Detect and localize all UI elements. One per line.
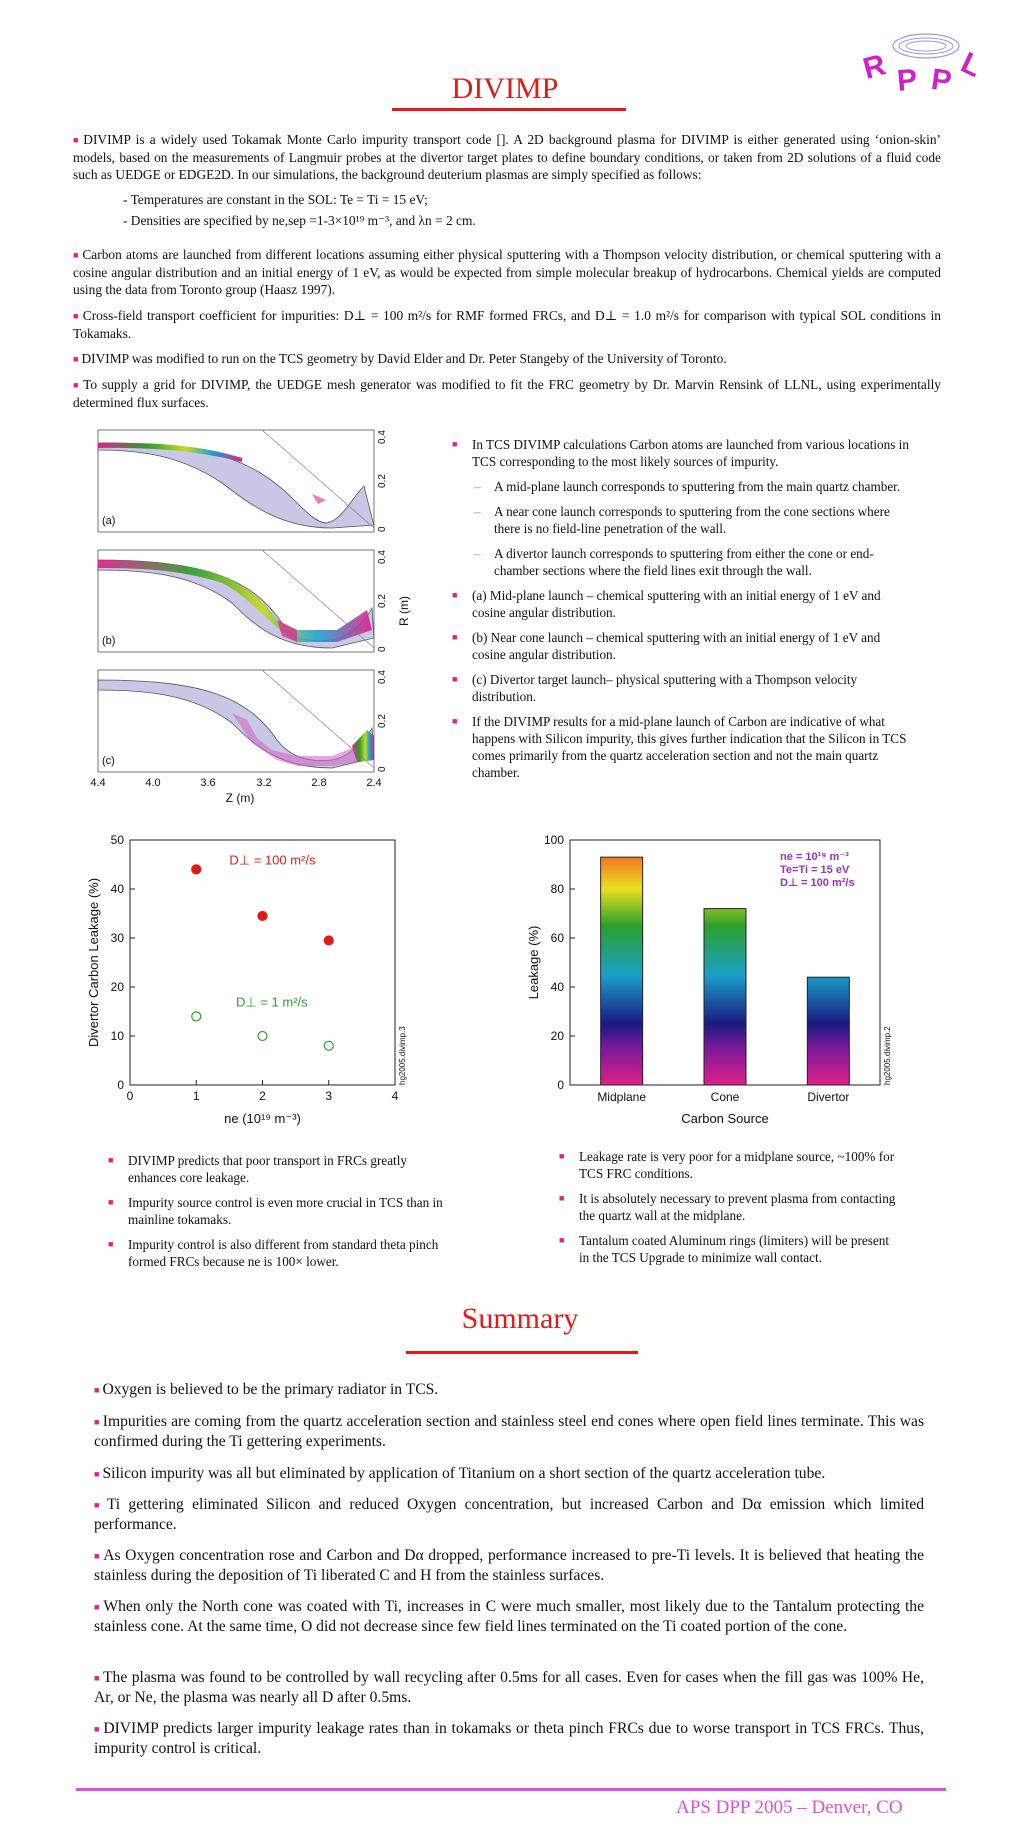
- launch-item: ■ (c) Divertor target launch– physical sputtering with a Thompson velocity distribution.: [452, 672, 858, 704]
- bar: [807, 977, 849, 1085]
- bullet-icon: ■: [73, 380, 81, 390]
- leakage-by-source-chart: [520, 830, 900, 1140]
- paragraph-crossfield: [73, 307, 941, 342]
- x-tick: 2.4: [366, 777, 382, 789]
- x-tick-label: 2: [259, 1089, 266, 1103]
- category-label: Midplane: [597, 1090, 647, 1104]
- y-tick-label: 30: [110, 931, 124, 945]
- section-title-summary: Summary: [461, 1302, 579, 1335]
- data-point: [258, 1032, 267, 1041]
- list-text: In TCS DIVIMP calculations Carbon atoms are launched from various locations in TCS corresponding to the most likely sources of impurity.: [472, 437, 909, 469]
- sub-item-temperature: - Temperatures are constant in the SOL: Te = Ti = 15 eV;: [123, 192, 428, 207]
- list-text: (b) Near cone launch – chemical sputtering with an initial energy of 1 eV and cosine angular distribution.: [472, 630, 881, 662]
- footer-rule: [76, 1788, 946, 1791]
- paragraph-text: Carbon atoms are launched from different locations assuming either physical sputtering with a Thompson velocity distribution, or chemical sputtering with a cosine angular distribution and an initial energy of 1 eV, as would be expected from simple molecular breakup of hydrocarbons. Chemical yields are computed using the data from Toronto group (Haasz 1997).: [73, 247, 941, 297]
- launch-item: ■ (b) Near cone launch – chemical sputtering with an initial energy of 1 eV and cosine angular distribution.: [452, 630, 881, 662]
- y-tick-label: 20: [550, 1029, 564, 1043]
- annotation-line: Te=Ti = 15 eV: [780, 864, 850, 876]
- footer-text: APS DPP 2005 – Denver, CO: [676, 1797, 903, 1818]
- paragraph-grid: [73, 376, 941, 411]
- list-text: If the DIVIMP results for a mid-plane launch of Carbon are indicative of what happens with Silicon impurity, this gives further indication that the Silicon in TCS comes primarily from the quartz acceleration section and not the main quartz chamber.: [472, 714, 907, 780]
- y-tick-label: 10: [110, 1029, 124, 1043]
- list-text: Impurity control is also different from standard theta pinch formed FRCs because ne is 100× lower.: [128, 1237, 439, 1269]
- bullet-icon: ■: [73, 354, 79, 364]
- list-item: ■ Impurity source control is even more crucial in TCS than in mainline tokamaks.: [108, 1195, 443, 1227]
- data-point: [324, 936, 333, 945]
- x-tick: 4.0: [145, 777, 161, 789]
- panel-label-b: (b): [102, 635, 116, 647]
- list-text: Leakage rate is very poor for a midplane source, ~100% for TCS FRC conditions.: [579, 1149, 895, 1181]
- list-item: ■ Tantalum coated Aluminum rings (limiters) will be present in the TCS Upgrade to minimize wall contact.: [559, 1233, 890, 1265]
- y-tick: 0.2: [377, 714, 388, 728]
- panel-a: [98, 430, 374, 532]
- y-axis-label: R (m): [397, 596, 411, 626]
- panel-label-c: (c): [102, 755, 115, 767]
- launch-dash-item: – A mid-plane launch corresponds to sputtering from the main quartz chamber.: [474, 479, 901, 494]
- x-tick: 3.6: [200, 777, 216, 789]
- summary-item: ■ DIVIMP predicts larger impurity leakage rates than in tokamaks or theta pinch FRCs due to worse transport in TCS FRCs. Thus, impurity control is critical.: [94, 1720, 924, 1757]
- chart-id-label: hg2005.divimp.2: [883, 1026, 892, 1085]
- list-text: A divertor launch corresponds to sputtering from either the cone or end-chamber sections where the field lines exit through the wall.: [494, 546, 874, 578]
- summary-text: The plasma was found to be controlled by wall recycling after 0.5ms for all cases. Even for cases when the fill gas was 100% He, Ar, or Ne, the plasma was nearly all D after 0.5ms.: [94, 1669, 924, 1706]
- bar: [704, 909, 746, 1085]
- x-tick: 4.4: [90, 777, 106, 789]
- data-point: [192, 1012, 201, 1021]
- y-tick: 0: [377, 646, 388, 652]
- x-axis-label: ne (10¹⁹ m⁻³): [224, 1111, 301, 1126]
- list-text: DIVIMP predicts that poor transport in FRCs greatly enhances core leakage.: [128, 1153, 407, 1185]
- svg-text:R: R: [859, 48, 890, 86]
- right-bullets: [557, 1148, 902, 1274]
- y-tick: 0: [377, 766, 388, 772]
- data-point: [192, 865, 201, 874]
- bullet-icon: ■: [73, 250, 80, 260]
- summary-item: ■ When only the North cone was coated with Ti, increases in C were much smaller, most likely due to the Tantalum protecting the stainless cone. At the same time, O did not decrease since few field lines terminated on the Ti coated portion of the cone.: [94, 1598, 925, 1635]
- left-bullets: [106, 1152, 456, 1278]
- svg-text:P: P: [895, 63, 919, 98]
- y-tick-label: 50: [110, 833, 124, 847]
- title-underline: [392, 108, 626, 111]
- x-axis-label: Z (m): [225, 791, 255, 805]
- panel-c: [98, 670, 374, 772]
- section-title-divimp: DIVIMP: [451, 72, 559, 105]
- divimp-grid-figure: [82, 428, 422, 808]
- summary-item: ■ The plasma was found to be controlled by wall recycling after 0.5ms for all cases. Even for cases when the fill gas was 100% He, Ar, or Ne, the plasma was nearly all D after 0.5ms.: [94, 1669, 924, 1706]
- y-tick: 0.4: [377, 430, 388, 444]
- y-axis-label: Divertor Carbon Leakage (%): [86, 877, 101, 1048]
- y-tick-label: 40: [110, 882, 124, 896]
- list-text: (a) Mid-plane launch – chemical sputtering with an initial energy of 1 eV and cosine angular distribution.: [472, 588, 881, 620]
- y-tick: 0.2: [377, 594, 388, 608]
- bar: [601, 857, 643, 1085]
- annotation-line: ne = 10¹⁹ m⁻³: [780, 851, 849, 863]
- list-text: Tantalum coated Aluminum rings (limiters) will be present in the TCS Upgrade to minimize wall contact.: [579, 1233, 890, 1265]
- paragraph-text: DIVIMP is a widely used Tokamak Monte Carlo impurity transport code []. A 2D background plasma for DIVIMP is either generated using ‘onion-skin’ models, based on the measurements of Langmuir probes at the divertor target plates to define boundary conditions, or taken from 2D solutions of a fluid code such as UEDGE or EDGE2D. In our simulations, the background deuterium plasmas are simply specified as follows:: [73, 132, 941, 182]
- y-tick-label: 0: [117, 1078, 124, 1092]
- y-tick-label: 0: [557, 1078, 564, 1092]
- bullet-icon: ■: [73, 135, 81, 145]
- y-tick-label: 40: [550, 980, 564, 994]
- y-tick: 0.2: [377, 474, 388, 488]
- launch-intro: ■ In TCS DIVIMP calculations Carbon atoms are launched from various locations in TCS corresponding to the most likely sources of impurity.: [452, 437, 909, 469]
- launch-dash-item: – A near cone launch corresponds to sputtering from the cone sections where there is no field-line penetration of the wall.: [474, 504, 890, 536]
- data-point: [324, 1041, 333, 1050]
- launch-item: ■ If the DIVIMP results for a mid-plane launch of Carbon are indicative of what happens with Silicon impurity, this gives further indication that the Silicon in TCS comes primarily from the quartz acceleration section and not the main quartz chamber.: [452, 714, 907, 780]
- summary-underline: [406, 1351, 638, 1354]
- list-text: A mid-plane launch corresponds to sputtering from the main quartz chamber.: [494, 479, 901, 494]
- data-point: [258, 911, 267, 920]
- list-item: ■ Impurity control is also different from standard theta pinch formed FRCs because ne is 100× lower.: [108, 1237, 439, 1269]
- summary-text: Oxygen is believed to be the primary radiator in TCS.: [102, 1381, 439, 1398]
- paragraph-text: To supply a grid for DIVIMP, the UEDGE mesh generator was modified to fit the FRC geometry by Dr. Marvin Rensink of LLNL, using experimentally determined flux surfaces.: [73, 377, 941, 410]
- svg-text:P: P: [929, 62, 954, 99]
- summary-item: ■ Silicon impurity was all but eliminated by application of Titanium on a short section of the quartz acceleration tube.: [94, 1465, 826, 1482]
- leakage-vs-density-chart: [80, 830, 460, 1140]
- y-tick-label: 60: [550, 931, 564, 945]
- summary-item: ■ Impurities are coming from the quartz acceleration section and stainless steel end cones where open field lines terminate. This was confirmed during the Ti gettering experiments.: [94, 1413, 925, 1450]
- paragraph-modified: [73, 350, 941, 368]
- summary-item: ■ Ti gettering eliminated Silicon and reduced Oxygen concentration, but increased Carbon and Dα emission which limited performance.: [94, 1496, 924, 1533]
- list-text: Impurity source control is even more crucial in TCS than in mainline tokamaks.: [128, 1195, 443, 1227]
- plot-frame: [130, 840, 395, 1085]
- paragraph-intro: [73, 131, 941, 183]
- launch-item: ■ (a) Mid-plane launch – chemical sputtering with an initial energy of 1 eV and cosine angular distribution.: [452, 588, 881, 620]
- sub-item-density: - Densities are specified by ne,sep =1-3×10¹⁹ m⁻³, and λn = 2 cm.: [123, 213, 476, 228]
- paragraph-carbon-launch: [73, 246, 941, 298]
- list-item: ■ Leakage rate is very poor for a midplane source, ~100% for TCS FRC conditions.: [559, 1149, 895, 1181]
- list-item: ■ It is absolutely necessary to prevent plasma from contacting the quartz wall at the midplane.: [559, 1191, 896, 1223]
- bullet-icon: ■: [73, 311, 80, 321]
- x-tick: 2.8: [311, 777, 327, 789]
- summary-item: ■ As Oxygen concentration rose and Carbon and Dα dropped, performance increased to pre-Ti levels. It is believed that heating the stainless during the deposition of Ti liberated C and H from the stainless surfaces.: [94, 1547, 925, 1584]
- paragraph-text: Cross-field transport coefficient for impurities: D⊥ = 100 m²/s for RMF formed FRCs, and D⊥ = 1.0 m²/s for comparison with typical SOL conditions in Tokamaks.: [73, 308, 941, 341]
- y-tick: 0: [377, 526, 388, 532]
- pppl-logo: [858, 18, 988, 108]
- y-tick: 0.4: [377, 550, 388, 564]
- panel-label-a: (a): [102, 515, 116, 527]
- x-tick-label: 3: [325, 1089, 333, 1103]
- y-tick-label: 20: [110, 980, 124, 994]
- category-label: Divertor: [807, 1090, 850, 1104]
- x-tick-label: 4: [391, 1089, 399, 1103]
- y-tick: 0.4: [377, 670, 388, 684]
- annotation-line: D⊥ = 100 m²/s: [780, 877, 855, 889]
- x-tick: 3.2: [256, 777, 272, 789]
- summary-text: When only the North cone was coated with Ti, increases in C were much smaller, most likely due to the Tantalum protecting the stainless cone. At the same time, O did not decrease since few field lines terminated on the Ti coated portion of the cone.: [94, 1598, 925, 1635]
- paragraph-text: DIVIMP was modified to run on the TCS geometry by David Elder and Dr. Peter Stangeby of the University of Toronto.: [81, 351, 727, 366]
- summary-text: As Oxygen concentration rose and Carbon and Dα dropped, performance increased to pre-Ti levels. It is believed that heating the stainless during the deposition of Ti liberated C and H from the stainless surfaces.: [94, 1547, 925, 1584]
- x-tick-label: 1: [192, 1089, 200, 1103]
- launch-list: [450, 436, 910, 789]
- list-text: It is absolutely necessary to prevent plasma from contacting the quartz wall at the midplane.: [579, 1191, 896, 1223]
- summary-text: DIVIMP predicts larger impurity leakage rates than in tokamaks or theta pinch FRCs due to worse transport in TCS FRCs. Thus, impurity control is critical.: [94, 1720, 924, 1757]
- y-axis-label: Leakage (%): [526, 925, 541, 1000]
- svg-text:L: L: [955, 46, 987, 84]
- y-tick-label: 80: [550, 882, 564, 896]
- x-axis-label: Carbon Source: [681, 1111, 769, 1126]
- chart-id-label: hg2005.divimp.3: [398, 1026, 407, 1085]
- summary-item: ■ Oxygen is believed to be the primary radiator in TCS.: [94, 1381, 439, 1398]
- series-label: D⊥ = 1 m²/s: [236, 994, 308, 1010]
- panel-b: [98, 550, 374, 652]
- list-text: A near cone launch corresponds to sputtering from the cone sections where there is no field-line penetration of the wall.: [494, 504, 890, 536]
- summary-text: Silicon impurity was all but eliminated by application of Titanium on a short section of the quartz acceleration tube.: [102, 1465, 826, 1482]
- series-label: D⊥ = 100 m²/s: [229, 852, 316, 868]
- x-tick-label: 0: [126, 1089, 134, 1103]
- list-text: (c) Divertor target launch– physical sputtering with a Thompson velocity distribution.: [472, 672, 858, 704]
- launch-dash-item: – A divertor launch corresponds to sputtering from either the cone or end-chamber sections where the field lines exit through the wall.: [474, 546, 874, 578]
- category-label: Cone: [710, 1090, 740, 1104]
- list-item: ■ DIVIMP predicts that poor transport in FRCs greatly enhances core leakage.: [108, 1153, 407, 1185]
- summary-text: Ti gettering eliminated Silicon and reduced Oxygen concentration, but increased Carbon and Dα emission which limited performance.: [94, 1496, 924, 1533]
- summary-text: Impurities are coming from the quartz acceleration section and stainless steel end cones where open field lines terminate. This was confirmed during the Ti gettering experiments.: [94, 1413, 925, 1450]
- y-tick-label: 100: [543, 833, 564, 847]
